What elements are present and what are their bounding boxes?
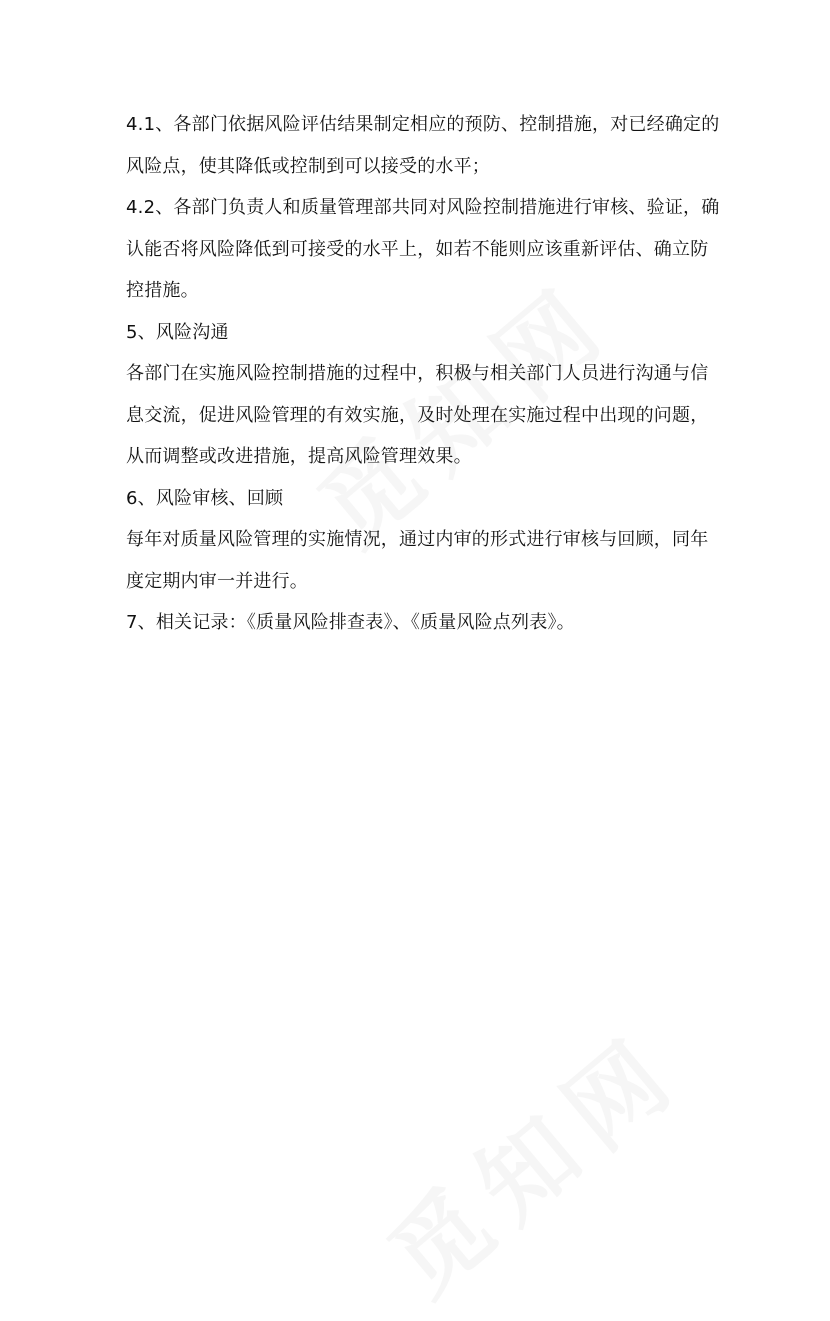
watermark (356, 996, 706, 1321)
section-heading-risk-communication: 5、风险沟通 (126, 321, 229, 343)
paragraph-4-2: 4.2、各部门负责人和质量管理部共同对风险控制措施进行审核、验证，确认能否将风险降低到可接受的水平上，如若不能则应该重新评估、确立防控措施。 (126, 197, 720, 301)
paragraph-risk-communication: 各部门在实施风险控制措施的过程中，积极与相关部门人员进行沟通与信息交流，促进风险管理的有效实施，及时处理在实施过程中出现的问题，从而调整或改进措施，提高风险管理效果。 (126, 363, 709, 467)
paragraph-4-1: 4.1、各部门依据风险评估结果制定相应的预防、控制措施，对已经确定的风险点，使其降低或控制到可以接受的水平； (126, 114, 720, 177)
section-heading-risk-review: 6、风险审核、回顾 (126, 487, 284, 509)
document-body (126, 104, 722, 644)
paragraph-risk-review: 每年对质量风险管理的实施情况，通过内审的形式进行审核与回顾，同年度定期内审一并进行。 (126, 529, 709, 592)
related-records: 7、相关记录：《质量风险排查表》、《质量风险点列表》。 (126, 612, 575, 633)
